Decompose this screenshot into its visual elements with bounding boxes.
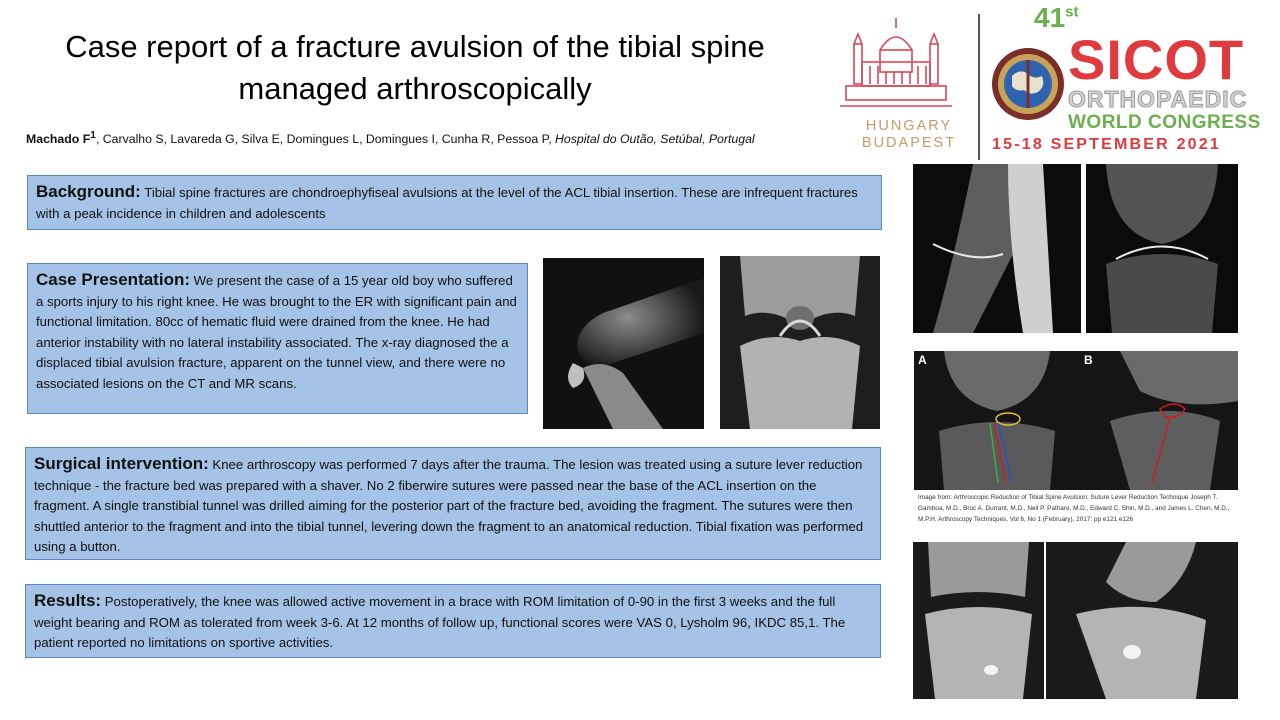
- parliament-dome-icon: [836, 14, 956, 114]
- host-country-label: HUNGARY: [865, 118, 953, 134]
- case-text: We present the case of a 15 year old boy who suffered a sports injury to his right knee. He was brought to the ER with significant pain and functional limitation. 80cc of hematic fluid were drained from the knee. He had anterior instability with no lateral instability associated. The x-ray diagnosed the a displaced tibial avulsion fracture, apparent on the tunnel view, and there were no associated lesions on the CT and MR scans.: [36, 273, 517, 391]
- image-source-caption: Image from: Arthroscopic Reduction of Tibial Spine Avulsion: Suture Lever Reduction Technique Joseph T. Gamboa, M.D., Broc A. Durrant, M.D., Neil P. Pathare, M.D., Edward C. Shin, M.D., and James L. Chen, M.D., M.P.H. Arthroscopy Techniques, Vol 6, No 1 (February), 2017: pp e121 e126: [918, 494, 1230, 523]
- case-presentation-section: [27, 263, 528, 414]
- congress-logo: [826, 0, 1280, 162]
- sicot-globe-icon: [990, 46, 1066, 122]
- co-authors: , Carvalho S, Lavareda G, Silva E, Domingues L, Domingues I, Cunha R, Pessoa P,: [95, 132, 556, 147]
- results-section: [25, 584, 881, 658]
- lead-author-superscript: 1: [90, 130, 96, 141]
- host-city-label: BUDAPEST: [861, 135, 957, 151]
- sagittal-mri-image: [913, 164, 1081, 333]
- congress-dates: 15-18 SEPTEMBER 2021: [992, 136, 1221, 153]
- lead-author: Machado F: [26, 132, 91, 147]
- case-heading: Case Presentation:: [36, 270, 190, 289]
- technique-figure-a-image: [914, 351, 1080, 490]
- logo-divider: [978, 14, 980, 160]
- figure-label-a: A: [918, 353, 927, 367]
- affiliation: Hospital do Outão, Setúbal, Portugal: [555, 132, 755, 147]
- figure-label-b: B: [1084, 353, 1093, 367]
- logo-orthopaedic: ORTHOPAEDIC: [1068, 86, 1248, 112]
- surgical-text: Knee arthroscopy was performed 7 days after the trauma. The lesion was treated using a suture lever reduction technique - the fracture bed was prepared with a shaver. No 2 fiberwire sutures were passed near the base of the ACL insertion on the fragment. A single transtibial tunnel was drilled aiming for the posterior part of the fracture bed, avoiding the fragment. The sutures were then shuttled anterior to the fragment and into the tibial tunnel, levering down the fragment to an anatomical reduction. Tibial fixation was performed using a button.: [34, 457, 864, 554]
- coronal-mri-image: [1086, 164, 1238, 333]
- ordinal-suffix: st: [1065, 3, 1079, 21]
- sicot-wordmark: SICOT: [1068, 28, 1245, 91]
- postop-lateral-xray-image: [1046, 542, 1238, 699]
- background-text: Tibial spine fractures are chondroephyfiseal avulsions at the level of the ACL tibial insertion. These are infrequent fractures with a peak incidence in children and adolescents: [36, 185, 858, 221]
- technique-figure-b-image: [1080, 351, 1238, 490]
- lateral-knee-xray-image: [543, 258, 704, 429]
- ap-knee-tunnel-xray-image: [720, 256, 880, 429]
- logo-world-congress: WORLD CONGRESS: [1068, 112, 1261, 133]
- author-line: [26, 130, 826, 146]
- surgical-heading: Surgical intervention:: [34, 454, 209, 473]
- poster-title: Case report of a fracture avulsion of the tibial spine managed arthroscopically: [65, 29, 765, 106]
- background-section: [27, 175, 882, 230]
- results-text: Postoperatively, the knee was allowed active movement in a brace with ROM limitation of 0-90 in the first 3 weeks and the full weight bearing and ROM as tolerated from week 3-6. At 12 months of follow up, functional scores were VAS 0, Lysholm 96, IKDC 85,1. The patient reported no limitations on sportive activities.: [34, 594, 846, 650]
- ordinal-number: 41: [1034, 2, 1066, 33]
- host-city: [838, 118, 980, 152]
- results-heading: Results:: [34, 591, 102, 610]
- surgical-intervention-section: [25, 447, 881, 560]
- postop-ap-xray-image: [913, 542, 1044, 699]
- background-heading: Background:: [36, 182, 141, 201]
